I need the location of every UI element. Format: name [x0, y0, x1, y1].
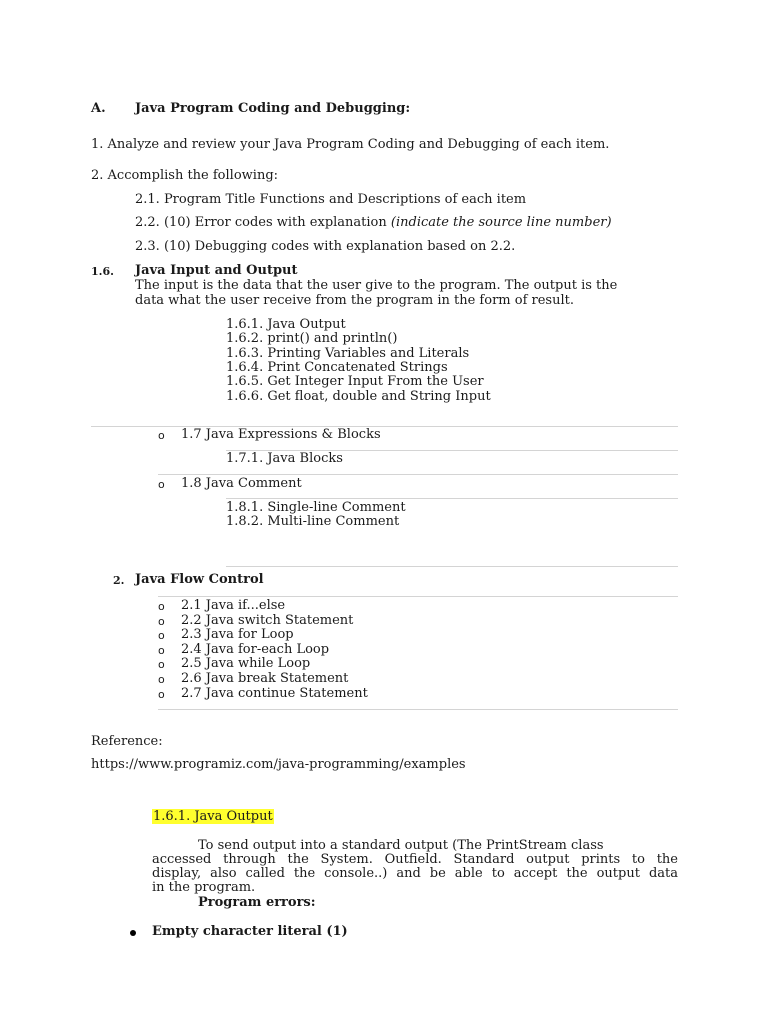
outline-item-1-7: 1.7 Java Expressions & Blocks — [181, 427, 381, 442]
flow-control-number: 2. — [113, 574, 125, 587]
toc-item-1-6-4: 1.6.4. Print Concatenated Strings — [226, 360, 448, 375]
section-1-6-desc-line-2: data what the user receive from the program in the form of result. — [135, 293, 574, 308]
flow-item-2-7: 2.7 Java continue Statement — [181, 686, 368, 701]
java-output-paragraph-line-1: To send output into a standard output (The PrintStream class — [198, 838, 604, 853]
instruction-2-3: 2.3. (10) Debugging codes with explanation based on 2.2. — [135, 239, 516, 254]
instruction-2: 2. Accomplish the following: — [91, 168, 279, 183]
instruction-2-2-text: 2.2. (10) Error codes with explanation — [135, 215, 387, 230]
flow-item-2-6: 2.6 Java break Statement — [181, 671, 349, 686]
instruction-2-2-note: (indicate the source line number) — [390, 215, 612, 230]
bullet-dot-icon — [130, 930, 136, 936]
outline-item-1-7-1: 1.7.1. Java Blocks — [226, 451, 343, 466]
java-output-paragraph-line-2: accessed through the System. Outfield. Standard output prints to the — [152, 852, 678, 867]
flow-item-2-4: 2.4 Java for-each Loop — [181, 642, 330, 657]
outline-item-1-8-1: 1.8.1. Single-line Comment — [226, 500, 406, 515]
section-title: Java Program Coding and Debugging: — [135, 101, 411, 116]
instruction-2-1: 2.1. Program Title Functions and Descriptions of each item — [135, 192, 527, 207]
flow-bullet: o — [158, 673, 165, 686]
section-letter: A. — [91, 101, 106, 116]
outline-item-1-8: 1.8 Java Comment — [181, 476, 302, 491]
divider — [158, 709, 678, 710]
highlighted-heading-text: 1.6.1. Java Output — [153, 809, 273, 824]
toc-item-1-6-3: 1.6.3. Printing Variables and Literals — [226, 346, 470, 361]
reference-url: https://www.programiz.com/java-programming/examples — [91, 757, 466, 772]
error-item: Empty character literal (1) — [152, 924, 348, 939]
flow-bullet: o — [158, 658, 165, 671]
divider — [158, 596, 678, 597]
reference-label: Reference: — [91, 734, 163, 749]
toc-item-1-6-6: 1.6.6. Get float, double and String Input — [226, 389, 491, 404]
java-output-heading — [152, 809, 274, 824]
toc-item-1-6-1: 1.6.1. Java Output — [226, 317, 346, 332]
flow-control-title: Java Flow Control — [135, 572, 264, 587]
section-1-6-number: 1.6. — [91, 265, 114, 278]
instruction-2-2 — [135, 215, 612, 230]
java-output-paragraph-line-4: in the program. — [152, 880, 256, 895]
toc-item-1-6-5: 1.6.5. Get Integer Input From the User — [226, 374, 484, 389]
flow-bullet: o — [158, 600, 165, 613]
program-errors-label: Program errors: — [198, 895, 316, 910]
divider — [158, 474, 678, 475]
instruction-1: 1. Analyze and review your Java Program Coding and Debugging of each item. — [91, 137, 610, 152]
section-1-6-title: Java Input and Output — [135, 263, 298, 278]
outline-item-1-8-2: 1.8.2. Multi-line Comment — [226, 514, 400, 529]
toc-item-1-6-2: 1.6.2. print() and println() — [226, 331, 398, 346]
flow-bullet: o — [158, 644, 165, 657]
outline-bullet: o — [158, 429, 165, 442]
flow-item-2-1: 2.1 Java if...else — [181, 598, 286, 613]
outline-bullet: o — [158, 478, 165, 491]
flow-bullet: o — [158, 615, 165, 628]
divider — [226, 566, 678, 567]
section-1-6-desc-line-1: The input is the data that the user give to the program. The output is the — [135, 278, 618, 293]
flow-bullet: o — [158, 629, 165, 642]
flow-item-2-2: 2.2 Java switch Statement — [181, 613, 354, 628]
flow-item-2-3: 2.3 Java for Loop — [181, 627, 294, 642]
flow-bullet: o — [158, 688, 165, 701]
divider — [226, 498, 678, 499]
java-output-paragraph-line-3: display, also called the console..) and be able to accept the output data — [152, 866, 678, 881]
divider — [91, 426, 678, 427]
flow-item-2-5: 2.5 Java while Loop — [181, 656, 311, 671]
